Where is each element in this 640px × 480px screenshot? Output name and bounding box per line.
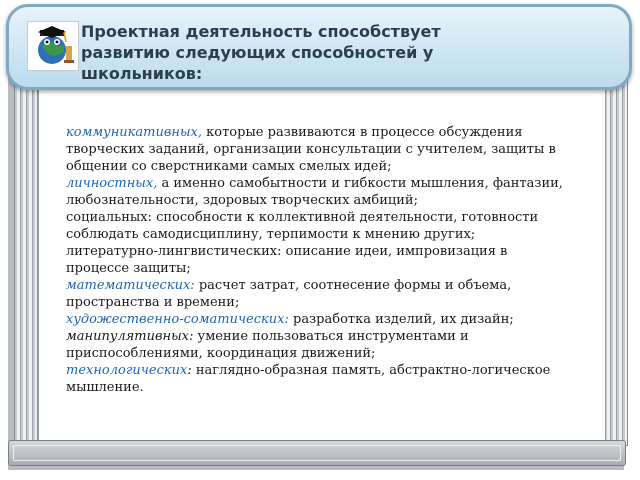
- abilities-list: [66, 124, 571, 396]
- list-item: [66, 175, 571, 209]
- item-text: расчет затрат, соотнесение формы и объема, пространства и времени;: [66, 278, 512, 310]
- item-text: разработка изделий, их дизайн;: [288, 312, 514, 327]
- header-banner: [6, 4, 632, 90]
- item-keyword: математических:: [66, 278, 195, 293]
- list-item: [66, 277, 571, 311]
- item-keyword: манипулятивных:: [66, 329, 194, 344]
- item-keyword: технологических: [66, 363, 188, 378]
- list-item: [66, 328, 571, 362]
- list-item: [66, 362, 571, 396]
- item-text: умение пользоваться инструментами и приспособлениями, координация движений;: [66, 329, 469, 361]
- item-text: наглядно-образная память, абстрактно-логическое мышление.: [66, 363, 551, 395]
- list-item: [66, 311, 571, 328]
- item-text: а именно самобытности и гибкости мышления, фантазии, любознательности, здоровых творческих амбиций;: [66, 176, 563, 208]
- list-item: [66, 209, 571, 243]
- list-item: [66, 124, 571, 175]
- bottom-bar-decoration: [8, 440, 626, 466]
- list-item: [66, 243, 571, 277]
- item-text: которые развиваются в процессе обсуждения творческих заданий, организации консультации с учителем, защиты в общении со сверстниками самых смелых идей;: [66, 125, 556, 174]
- right-rail-decoration: [604, 72, 628, 446]
- item-keyword-tail: :: [187, 363, 192, 378]
- item-text: социальных: способности к коллективной деятельности, готовности соблюдать самодисциплину, терпимости к мнению других;: [66, 210, 539, 242]
- item-keyword: художественно-соматических:: [66, 312, 289, 327]
- item-keyword: коммуникативных,: [66, 125, 203, 140]
- item-text: литературно-лингвистических: описание идеи, импровизация в процессе защиты;: [66, 244, 508, 276]
- left-rail-decoration: [14, 72, 38, 446]
- page-title: Проектная деятельность способствует развитию следующих способностей у школьников:: [81, 22, 441, 83]
- graduate-owl-globe-icon: [27, 21, 79, 71]
- item-keyword: личностных,: [66, 176, 158, 191]
